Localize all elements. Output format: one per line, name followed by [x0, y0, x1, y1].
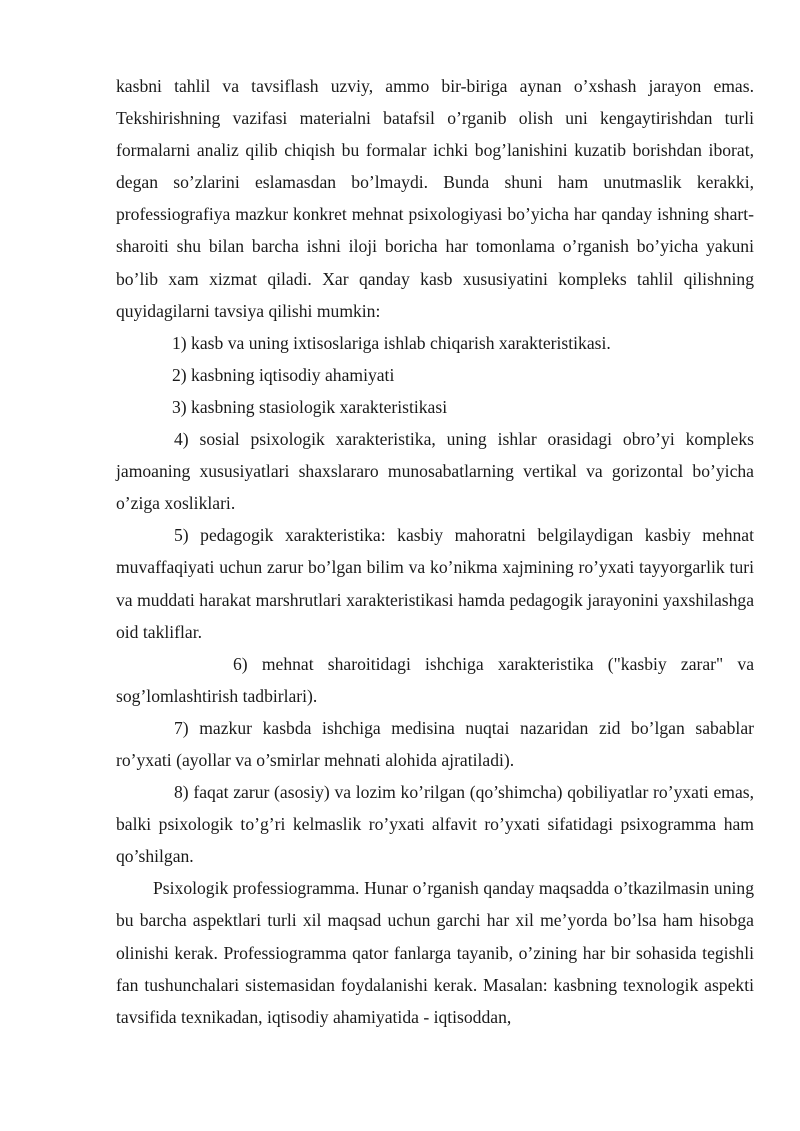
- list-item-4: 4) sosial psixologik xarakteristika, uning ishlar orasidagi obro’yi kompleks jamoaning xususiyatlari shaxslararo munosabatlarning vertikal va gorizontal bo’yicha o’ziga xosliklari.: [116, 429, 754, 514]
- list-item-2: 2) kasbning iqtisodiy ahamiyati: [172, 364, 395, 385]
- list-item-1: 1) kasb va uning ixtisoslariga ishlab chiqarish xarakteristikasi.: [172, 332, 611, 353]
- list-item-3: 3) kasbning stasiologik xarakteristikasi: [172, 396, 448, 417]
- list-item-5: 5) pedagogik xarakteristika: kasbiy mahoratni belgilaydigan kasbiy mehnat muvaffaqiyati uchun zarur bo’lgan bilim va ko’nikma xajmining ro’yxati tayyorgarlik turi va muddati harakat marshrutlari xarakteristikasi hamda pedagogik jarayonini yaxshilashga oid takliflar.: [116, 525, 754, 642]
- document-body: [116, 70, 754, 1033]
- paragraph-professiogramma: Psixologik professiogramma. Hunar o’rganish qanday maqsadda o’tkazilmasin uning bu barcha aspektlari turli xil maqsad uchun garchi har xil me’yorda bo’lsa ham hisobga olinishi kerak. Professiogramma qator fanlarga tayanib, o’zining har bir sohasida tegishli fan tushunchalari sistemasidan foydalanishi kerak. Masalan: kasbning texnologik aspekti tavsifida texnikadan, iqtisodiy ahamiyatida - iqtisoddan,: [116, 878, 754, 1027]
- list-item-6: 6) mehnat sharoitidagi ishchiga xarakteristika ("kasbiy zarar" va sog’lomlashtirish tadbirlari).: [116, 653, 754, 706]
- paragraph-intro: kasbni tahlil va tavsiflash uzviy, ammo bir-biriga aynan o’xshash jarayon emas. Tekshirishning vazifasi materialni batafsil o’rganib olish uni kengaytirishdan turli formalarni analiz qilib chiqish bu formalar ichki bog’lanishini kuzatib borishdan iborat, degan so’zlarini eslamasdan bo’lmaydi. Bunda shuni ham unutmaslik kerakki, professiografiya mazkur konkret mehnat psixologiyasi bo’yicha har qanday ishning shart-sharoiti shu bilan barcha ishni iloji boricha har tomonlama o’rganish bo’yicha yakuni bo’lib xam xizmat qiladi. Xar qanday kasb xususiyatini kompleks tahlil qilishning quyidagilarni tavsiya qilishi mumkin:: [116, 76, 754, 321]
- list-item-8: 8) faqat zarur (asosiy) va lozim ko’rilgan (qo’shimcha) qobiliyatlar ro’yxati emas, balki psixologik to’g’ri kelmaslik ro’yxati alfavit ro’yxati sifatidagi psixogramma ham qo’shilgan.: [116, 782, 754, 867]
- list-item-7: 7) mazkur kasbda ishchiga medisina nuqtai nazaridan zid bo’lgan sabablar ro’yxati (ayollar va o’smirlar mehnati alohida ajratiladi).: [116, 717, 754, 770]
